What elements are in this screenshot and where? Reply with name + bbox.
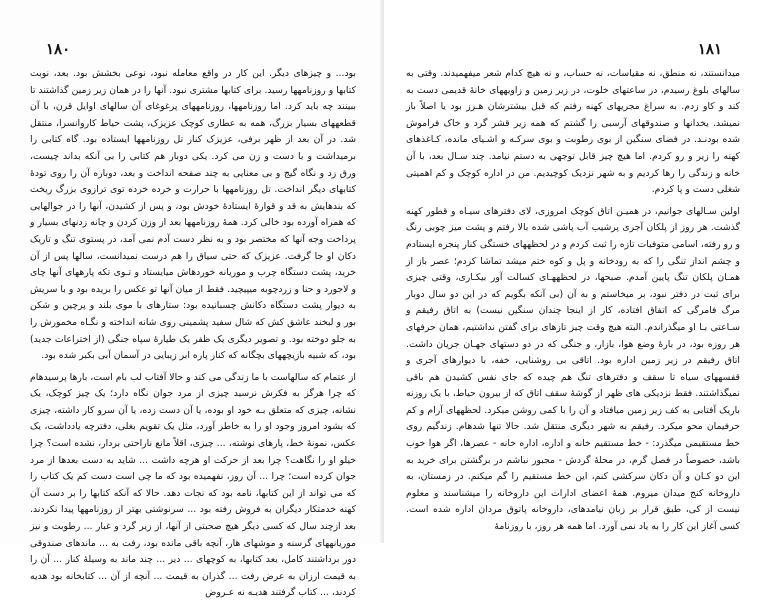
left-page-number: ۱۸۰ bbox=[46, 40, 71, 58]
right-paragraph-1: میدانستند، نه منطق، نه مقیاسات، نه حساب، و نه هیچ کدام شعر میفهمیدند. وقتی به سالهای بلوغ رسیدم، در ساعتهای خلوت، در زیر زمین و زاویههای خانهٔ قدیمی دست به کند و کاو زدم. به سراغ مجریهای کهنه رفتم که قبل بیشترشان هـرز بود یا اصلاً باز نمیشد. یخدانها و صندوقهای آرسبی را گشتم که همه زیر قشر گرد و خاک فراموش شده بودنـد. در فضای سنگین از بوی رطوبت و بوی سرکـه و اشـیای مانده، کـاغذهای کهنه را زیر و رو کردم. اما هیچ چیز قابل توجهی به دستم نیامد. چند سـال بعد، با آن خانه و زندگی را رها کردیم و به شهر نزدیک کوچیدیم. من در اداره کوچک و کم اهمیتی شغلی دست و پا کردم. bbox=[406, 68, 740, 196]
right-page-number: ۱۸۱ bbox=[697, 40, 722, 58]
left-paragraph-1: بود... و چیزهای دیگر. این کار در واقع معامله نبود، نوعی بخشش بود. بعد، نوبت کتابها و روزنامهها رسید. برای کتابها مشتری نبود. آنها را در همان زیر زمین گذاشتند تا ببینند چه باید کرد. اما روزنامهها، روزنامههای پرغوغای آن سالهای اوایل قرن، با آن قطعههای بسیار بزرگ، همه به عطاری کوچک عزیزک، پشت حیاط کاروانسرا، منتقل شد. در آن بعد از ظهر برفی، عزیزک کنار تل روزنامهها ایستاده بود. گاه کتابی را برمیداشت و با دست و زن می کرد. یکی دوبار هم کتابی را بی آنکه بداند چیست، ورق زد و نگاه گیج و بی معنایی به چند صفحه انداخت و بعد، دوباره آن را روی تودهٔ کتابهای دیگر انداخت. تل روزنامهها با حرارت و خرده خرده توی ترازوی بزرگ ریخت که بندهایش به قد و قوارهٔ ایستادهٔ خودش بود، و پس از کشیدن، آنها را در جوالهایی که همراه آورده بود خالی کرد. همهٔ روزنامهها بعد از وزن کردن و چانه زدنهای بسیار و پرداخت وجه آنها که مختصر بود و به نظر دست آدم نمی آمد، در پستوی تنگ و تاریک دکان او جا گرفت. عزیزک که حتی سیاق را هم درست نمیدانست، سالها پس از آن خرید، پشت دستگاه چرب و موریانه خوردهاش میایستاد و تـوی تکه پارههای آنها چای و لاجورد و حنا و زردچوبه میپیچید. فقط از میان آنها تو عکس را بریده بود و با سریش به دیوار پشت دستگاه دکانش چسبانیده بود: ستارهای با موی بلند و پرچین و شکن بور و لبخند عاشق کش که شال سفید پشمینی روی شانه انداخته و نگـاه مخمورش را به جلو دوخته بود. و تصویر دیگری یک ظفر یک طیارهٔ سپاه جنگی (از اختراعات جدید) بود، که شبیه بازیچههای بچگانه که کنار پاره ابر زیبایی در آسمان آبی بکبر شده بود. bbox=[30, 68, 356, 362]
left-paragraph-2: از عتمام که سالهاست با ما زندگی می کند و حالا آفتاب لب بام است، بارها پرسیدهام که چرا هرگز به فکرش نرسید چیزی از مرد جوان نگاه دارد؛ یک چیز کوچک، یک نشانه، چیزی که متعلق بـه خود او بوده، یا آن دست زده، یا آن سرو کار داشته، چیزی که بشود امروز وجود او را به خاطر آورد، مثل یک تقویم بغلی، دفترچه یادداشت، یک عکس، نمونهٔ خط، پارهای نوشته، ... چیزی، اقلاً مانع ناراحتی بردار، نشده است؟ چرا خیلو او را نگاهت؟ چرا بعد از حرکت او هرچه داشت ... شاید به دست بعدها از مرد جوان کرده است؛ چرا ... آن روز، نفهمیده بود که ما چی است دست کم یک کتاب را که می تواند از این کتابها، نامه بود که نجات دهد. حالا که آنکه کتابها را بر دست آن کهنه خدمتکار دیگران به فروش رفته بود ... سرنوشتی بهتر از روزنامهها پیدا نکردند. بعد ازچند سال که کسی دیگر هیچ صحبتی از آنها، از زیر گرد و غبار ... رطوبت و نیز موریانههای گرسنه و موشهای هار، آنچه باقی مانده بود، رفت به ... ماندهای صندوقی دور برداشتند کامل، بعد کتابها، به کوچهای ... دیر ... چند ماند به وسیلهٔ کنار ... آن را به قیمت ارزان به عرض رفت ... گذران به قیمت ... آنچه از آن ... کتابخانه بود هدیه کردند، ... کتاب گرفتند هدیـه نه عـروض bbox=[30, 371, 356, 599]
left-page-text bbox=[30, 66, 356, 602]
right-page-text bbox=[406, 66, 740, 536]
left-page bbox=[0, 0, 384, 599]
right-page bbox=[384, 0, 768, 543]
right-paragraph-2: اولین سـالهای جوانیم، در همیـن اتاق کوچک امروزی، لای دفترهای سیـاه و قطور کهنه گذشت. هر روز از پلکان آجری پرشیب آب پاشی شده بالا رفتم و پشت میز چوبی رنگ و رو رفته، اسامی متوفیات تازه را ثبت کردم و در لحظههای خستگی کنار پنجره ایستادم و چشم انداز تنگی را که به رودخانه و پل و کوه ختم میشد تماشا کردم؛ عصر باز از همـان پلکان تنگ پایین آمدم. صبحها، در لحظههـای کسالت آور بیکـاری، وقتی چیزی برای ثبت در دفتر نبود، بر میخاستم و به آن (بی آنکه بگویم که در این دو سال دوبار مرگ فامرگی که اتفاق افتاده، کار از اینجا چندان سنگین نیست) به اتاق رفیقم و سـاعتی بـا او میگذراندم. البته هیچ وقت چیز تازهای برای گفتن نداشتیم، همان حرفهای هر روزه بود، در بارهٔ وضع هوا، بازار، و جنگی که در دو دستهای جهـان جریان داشت. اتاق رفیقم در زیر زمین اداره بود. اتاقی بی روشنایی، خفه، با دیوارهای آجری و قفسههای سیاه تا سقف و دفترهای تنگ هم چیده که جای نفس کشیدن هم باقی نمیگذاشتند. فقط نزدیکی هاى ظهر از گوشهٔ سقف اتاق که از بیرون حیاط، با یک روزنه باریک آفتابی به کف زیر زمین میافتاد و آن را با کمی روشن میکرد. لحظههای آرام و کم حرفیمان محو میکرد. رفیقم به شهر دیگری منتقل شد. حالا تنها شدهام. زندگیم روی خط مستقیمی میگذرد: - خط مستقیم خانه و اداره، اداره خانه - عصرها، اگر هوا خوب باشد، خصوصاً در فصل گرم، در محلهٔ گردش - مجبور نباشم در برگشتن برای خرید به این دو کـان و آن دکان سرکشی کنم، این خط مستقیم را گم میکنم. در زمستان، به داروخانه کنج میدان میروم. همهٔ اعضای ادارات این داروخانه را میشناسند و معلوم نیست از کی، طبق قرار بر زبان نیامدهای، داروخانه پاتوق مردان اداره شده است. کسی آغاز این کار را به یاد نمی آورد. اما همه هر روز، با روزنامهٔ bbox=[406, 205, 740, 533]
